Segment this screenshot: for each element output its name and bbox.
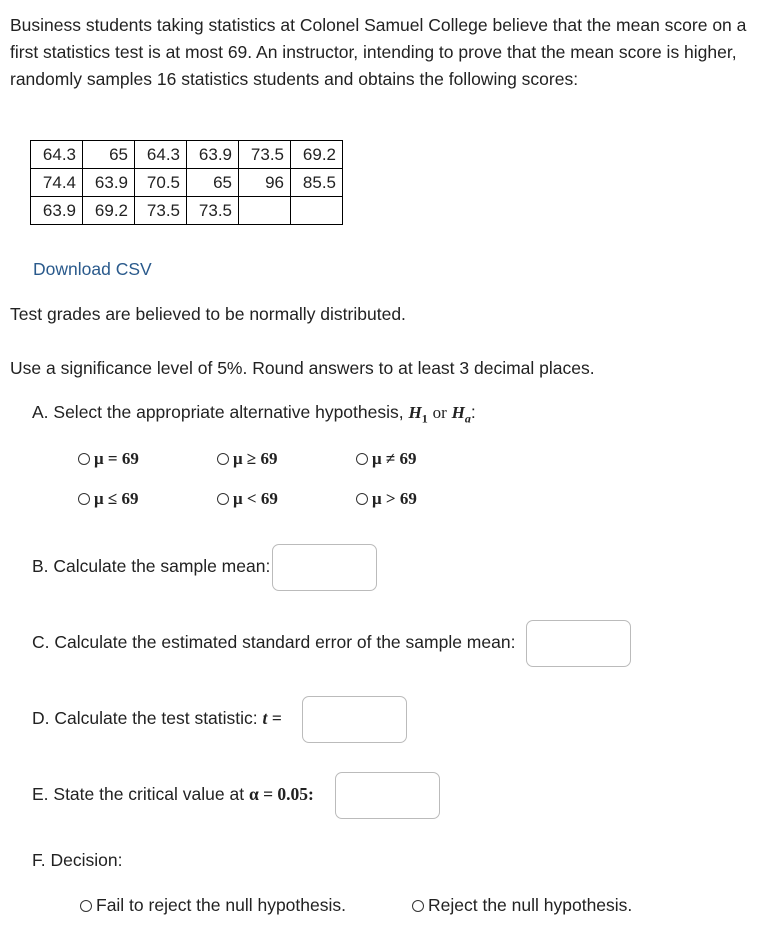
option-mu-eq-69[interactable]	[78, 449, 139, 469]
radio-circle-icon[interactable]	[217, 493, 229, 505]
part-c-label: C. Calculate the estimated standard error of the sample mean:	[32, 632, 516, 652]
option-label: Fail to reject the null hypothesis.	[96, 895, 346, 915]
table-cell: 73.5	[239, 141, 291, 169]
table-cell: 74.4	[31, 169, 83, 197]
radio-circle-icon[interactable]	[356, 453, 368, 465]
radio-circle-icon[interactable]	[412, 900, 424, 912]
option-mu-ge-69[interactable]	[217, 449, 277, 469]
table-cell: 70.5	[135, 169, 187, 197]
part-e-label	[32, 784, 314, 805]
option-mu-le-69[interactable]	[78, 489, 138, 509]
option-label: μ = 69	[94, 449, 139, 468]
part-d-label	[32, 708, 282, 729]
standard-error-input[interactable]	[526, 620, 631, 667]
alpha-symbol: α = 0.05:	[248, 784, 314, 804]
table-row	[31, 169, 343, 197]
table-cell	[239, 197, 291, 225]
problem-intro: Business students taking statistics at Colonel Samuel College believe that the mean score on a first statistics test is at most 69. An instructor, intending to prove that the mean score is higher, randomly samples 16 statistics students and obtains the following scores:	[10, 15, 747, 89]
option-reject[interactable]	[412, 895, 632, 916]
part-f-label: F. Decision:	[32, 850, 123, 870]
table-row	[31, 197, 343, 225]
radio-circle-icon[interactable]	[78, 453, 90, 465]
radio-circle-icon[interactable]	[78, 493, 90, 505]
part-a-text: A. Select the appropriate alternative hypothesis,	[32, 402, 404, 422]
option-label: μ > 69	[372, 489, 417, 508]
radio-circle-icon[interactable]	[80, 900, 92, 912]
ha-symbol: $H_a$	[451, 403, 471, 426]
part-a-label	[32, 402, 476, 426]
table-cell: 69.2	[291, 141, 343, 169]
table-cell: 63.9	[187, 141, 239, 169]
part-b-label: B. Calculate the sample mean:	[32, 556, 271, 576]
table-cell: 85.5	[291, 169, 343, 197]
option-fail-to-reject[interactable]	[80, 895, 346, 916]
radio-circle-icon[interactable]	[217, 453, 229, 465]
part-d-text: D. Calculate the test statistic:	[32, 708, 258, 728]
option-label: μ ≥ 69	[233, 449, 278, 468]
or-word: or	[432, 403, 447, 422]
table-cell: 73.5	[187, 197, 239, 225]
option-label: μ ≠ 69	[372, 449, 417, 468]
t-symbol: t =	[262, 708, 282, 728]
option-label: μ ≤ 69	[94, 489, 139, 508]
scores-table	[30, 140, 343, 225]
table-cell: 64.3	[135, 141, 187, 169]
download-csv-link[interactable]: Download CSV	[33, 259, 152, 279]
table-cell: 65	[187, 169, 239, 197]
radio-circle-icon[interactable]	[356, 493, 368, 505]
part-e-text: E. State the critical value at	[32, 784, 245, 804]
table-cell: 69.2	[83, 197, 135, 225]
colon: :	[470, 402, 476, 422]
option-label: Reject the null hypothesis.	[428, 895, 633, 915]
test-statistic-input[interactable]	[302, 696, 407, 743]
table-cell: 64.3	[31, 141, 83, 169]
table-cell: 63.9	[31, 197, 83, 225]
table-cell: 63.9	[83, 169, 135, 197]
critical-value-input[interactable]	[335, 772, 440, 819]
option-label: μ < 69	[233, 489, 278, 508]
table-cell: 96	[239, 169, 291, 197]
normal-note: Test grades are believed to be normally distributed.	[10, 304, 406, 324]
table-cell	[291, 197, 343, 225]
h1-symbol: $H_1$	[408, 403, 428, 426]
sample-mean-input[interactable]	[272, 544, 377, 591]
table-cell: 73.5	[135, 197, 187, 225]
instructions: Use a significance level of 5%. Round answers to at least 3 decimal places.	[10, 358, 595, 378]
option-mu-gt-69[interactable]	[356, 489, 417, 509]
option-mu-ne-69[interactable]	[356, 449, 416, 469]
option-mu-lt-69[interactable]	[217, 489, 278, 509]
table-cell: 65	[83, 141, 135, 169]
table-row	[31, 141, 343, 169]
